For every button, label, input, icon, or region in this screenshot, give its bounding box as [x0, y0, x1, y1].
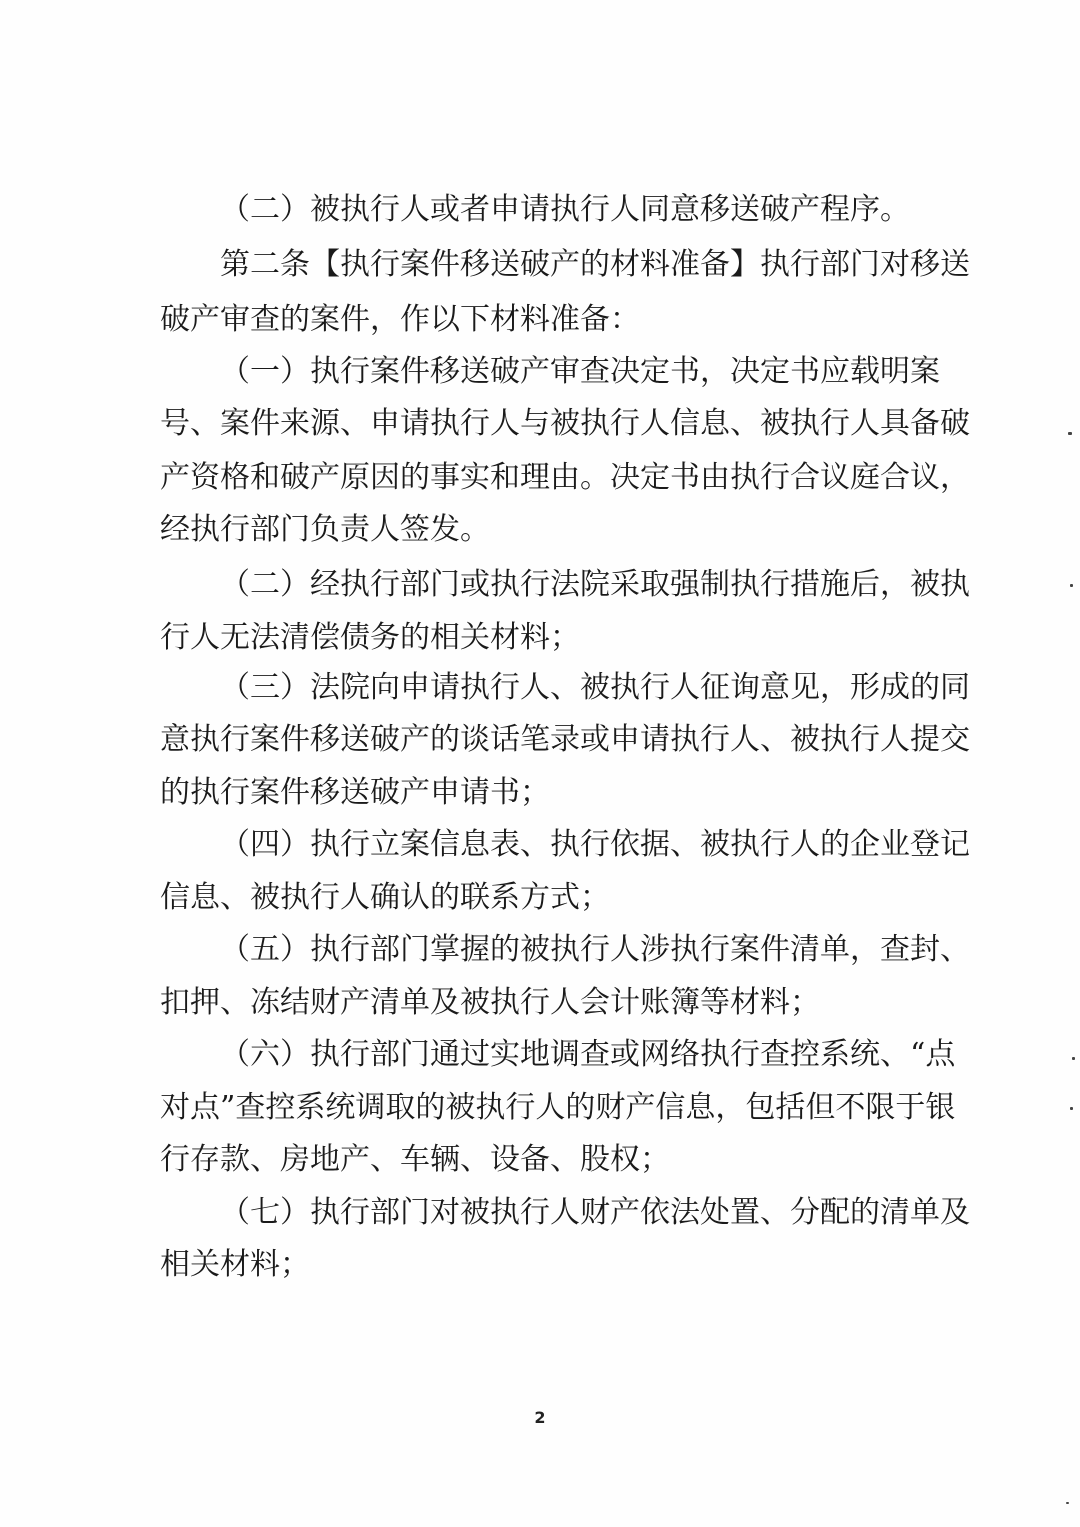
- paragraph-line: （ 二 ） 经 执 行 部 门 或 执 行 法 院 采 取 强 制 执 行 措 施 后 ， 被 执: [220, 567, 970, 602]
- paragraph-line: （二）被执行人或者申请执行人同意移送破产程序。: [220, 192, 910, 227]
- page-number: 2: [534, 1408, 546, 1427]
- paragraph-line: 破产审查的案件，作以下材料准备：: [160, 302, 640, 337]
- paragraph-line: 产 资 格 和 破 产 原 因 的 事 实 和 理 由 。 决 定 书 由 执 行 合 议 庭 合 议 ，: [160, 460, 970, 495]
- paragraph-line: 意 执 行 案 件 移 送 破 产 的 谈 话 笔 录 或 申 请 执 行 人 、 被 执 行 人 提 交: [160, 722, 970, 757]
- paragraph-line: 信息、被执行人确认的联系方式；: [160, 880, 610, 915]
- scan-speck: [1070, 1107, 1073, 1110]
- paragraph-line: 扣押、冻结财产清单及被执行人会计账簿等材料；: [160, 985, 820, 1020]
- scan-speck: [1070, 584, 1073, 587]
- paragraph-line: 相关材料；: [160, 1247, 310, 1282]
- paragraph-line: （ 五 ） 执 行 部 门 掌 握 的 被 执 行 人 涉 执 行 案 件 清 单 ， 查 封 、: [220, 932, 970, 967]
- paragraph-line: 行存款、房地产、车辆、设备、股权；: [160, 1142, 670, 1177]
- scan-speck: [1068, 432, 1072, 435]
- paragraph-line: （ 三 ） 法 院 向 申 请 执 行 人 、 被 执 行 人 征 询 意 见 ， 形 成 的 同: [220, 670, 970, 705]
- paragraph-line: 第 二 条 【 执 行 案 件 移 送 破 产 的 材 料 准 备 】 执 行 部 门 对 移 送: [220, 247, 970, 282]
- paragraph-line: 经执行部门负责人签发。: [160, 512, 490, 547]
- paragraph-line: 的执行案件移送破产申请书；: [160, 775, 550, 810]
- paragraph-line: 对 点 ” 查 控 系 统 调 取 的 被 执 行 人 的 财 产 信 息 ， 包 括 但 不 限 于 银: [160, 1090, 956, 1125]
- paragraph-line: （ 六 ） 执 行 部 门 通 过 实 地 调 查 或 网 络 执 行 查 控 系 统 、 “ 点: [220, 1037, 956, 1072]
- paragraph-line: （ 四 ） 执 行 立 案 信 息 表 、 执 行 依 据 、 被 执 行 人 的 企 业 登 记: [220, 827, 970, 862]
- paragraph-line: （ 一 ） 执 行 案 件 移 送 破 产 审 查 决 定 书 ， 决 定 书 应 载 明 案: [220, 354, 940, 389]
- paragraph-line: 行人无法清偿债务的相关材料；: [160, 620, 580, 655]
- scan-speck: [1066, 1502, 1069, 1504]
- paragraph-line: （ 七 ） 执 行 部 门 对 被 执 行 人 财 产 依 法 处 置 、 分 配 的 清 单 及: [220, 1195, 970, 1230]
- scan-speck: [1072, 1057, 1075, 1060]
- paragraph-line: 号 、 案 件 来 源 、 申 请 执 行 人 与 被 执 行 人 信 息 、 被 执 行 人 具 备 破: [160, 406, 970, 441]
